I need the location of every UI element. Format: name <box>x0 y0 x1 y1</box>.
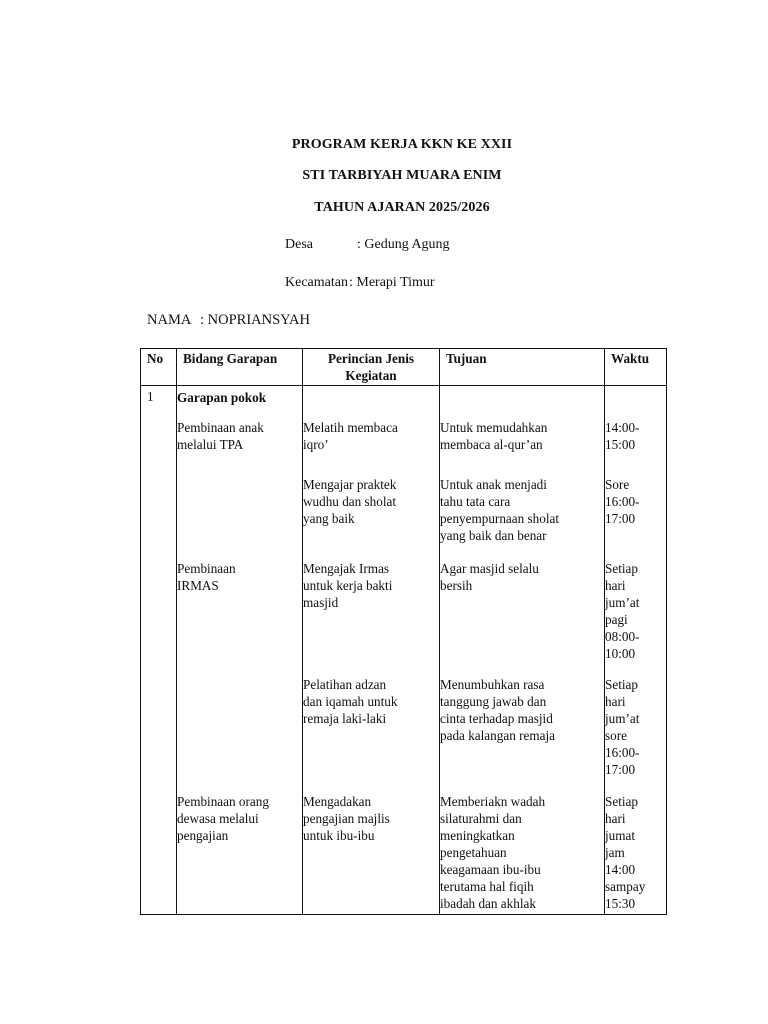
cell-waktu: Setiap hari jum’at sore 16:00- 17:00 <box>605 676 667 793</box>
cell-bidang: Pembinaan anak melalui TPA <box>177 419 303 476</box>
nama-label: NAMA <box>147 312 192 328</box>
cell-bidang <box>177 676 303 793</box>
kecamatan-value: : Merapi Timur <box>349 275 435 290</box>
doc-title-2: STI TARBIYAH MUARA ENIM <box>302 168 502 183</box>
cell-waktu: Setiap hari jum’at pagi 08:00- 10:00 <box>605 560 667 676</box>
cell-waktu: 14:00- 15:00 <box>605 419 667 476</box>
table-row <box>141 476 667 560</box>
nama-value: : NOPRIANSYAH <box>200 312 310 328</box>
row-number: 1 <box>141 386 177 420</box>
cell-perincian: Mengadakan pengajian majlis untuk ibu-ibu <box>303 793 440 914</box>
cell-perincian: Mengajak Irmas untuk kerja bakti masjid <box>303 560 440 676</box>
cell-bidang: Pembinaan IRMAS <box>177 560 303 676</box>
doc-title-3: TAHUN AJARAN 2025/2026 <box>314 200 490 215</box>
table-row <box>141 419 667 476</box>
header-perincian: Perincian Jenis Kegiatan <box>303 349 440 386</box>
cell-bidang: Pembinaan orang dewasa melalui pengajian <box>177 793 303 914</box>
section-row <box>141 386 667 420</box>
cell-tujuan: Agar masjid selalu bersih <box>440 560 605 676</box>
cell-waktu: Sore 16:00- 17:00 <box>605 476 667 560</box>
cell-perincian: Melatih membaca iqro’ <box>303 419 440 476</box>
table-row <box>141 560 667 676</box>
desa-value: : Gedung Agung <box>357 237 450 252</box>
cell-tujuan: Menumbuhkan rasa tanggung jawab dan cinta terhadap masjid pada kalangan remaja <box>440 676 605 793</box>
table-row <box>141 676 667 793</box>
header-bidang: Bidang Garapan <box>177 349 303 386</box>
cell-perincian: Pelatihan adzan dan iqamah untuk remaja laki-laki <box>303 676 440 793</box>
header-no: No <box>141 349 177 386</box>
cell-waktu: Setiap hari jumat jam 14:00 sampay 15:30 <box>605 793 667 914</box>
kecamatan-label: Kecamatan <box>285 275 348 290</box>
header-tujuan: Tujuan <box>440 349 605 386</box>
section-title: Garapan pokok <box>177 386 303 420</box>
doc-title-1: PROGRAM KERJA KKN KE XXII <box>291 137 513 152</box>
table-header-row <box>141 349 667 386</box>
desa-label: Desa <box>285 237 313 252</box>
cell-tujuan: Memberiakn wadah silaturahmi dan meningkatkan pengetahuan keagamaan ibu-ibu terutama hal fiqih ibadah dan akhlak <box>440 793 605 914</box>
header-waktu: Waktu <box>605 349 667 386</box>
cell-tujuan: Untuk memudahkan membaca al-qur’an <box>440 419 605 476</box>
cell-tujuan: Untuk anak menjadi tahu tata cara penyempurnaan sholat yang baik dan benar <box>440 476 605 560</box>
program-table <box>140 348 667 915</box>
cell-bidang <box>177 476 303 560</box>
table-row <box>141 793 667 914</box>
cell-perincian: Mengajar praktek wudhu dan sholat yang baik <box>303 476 440 560</box>
